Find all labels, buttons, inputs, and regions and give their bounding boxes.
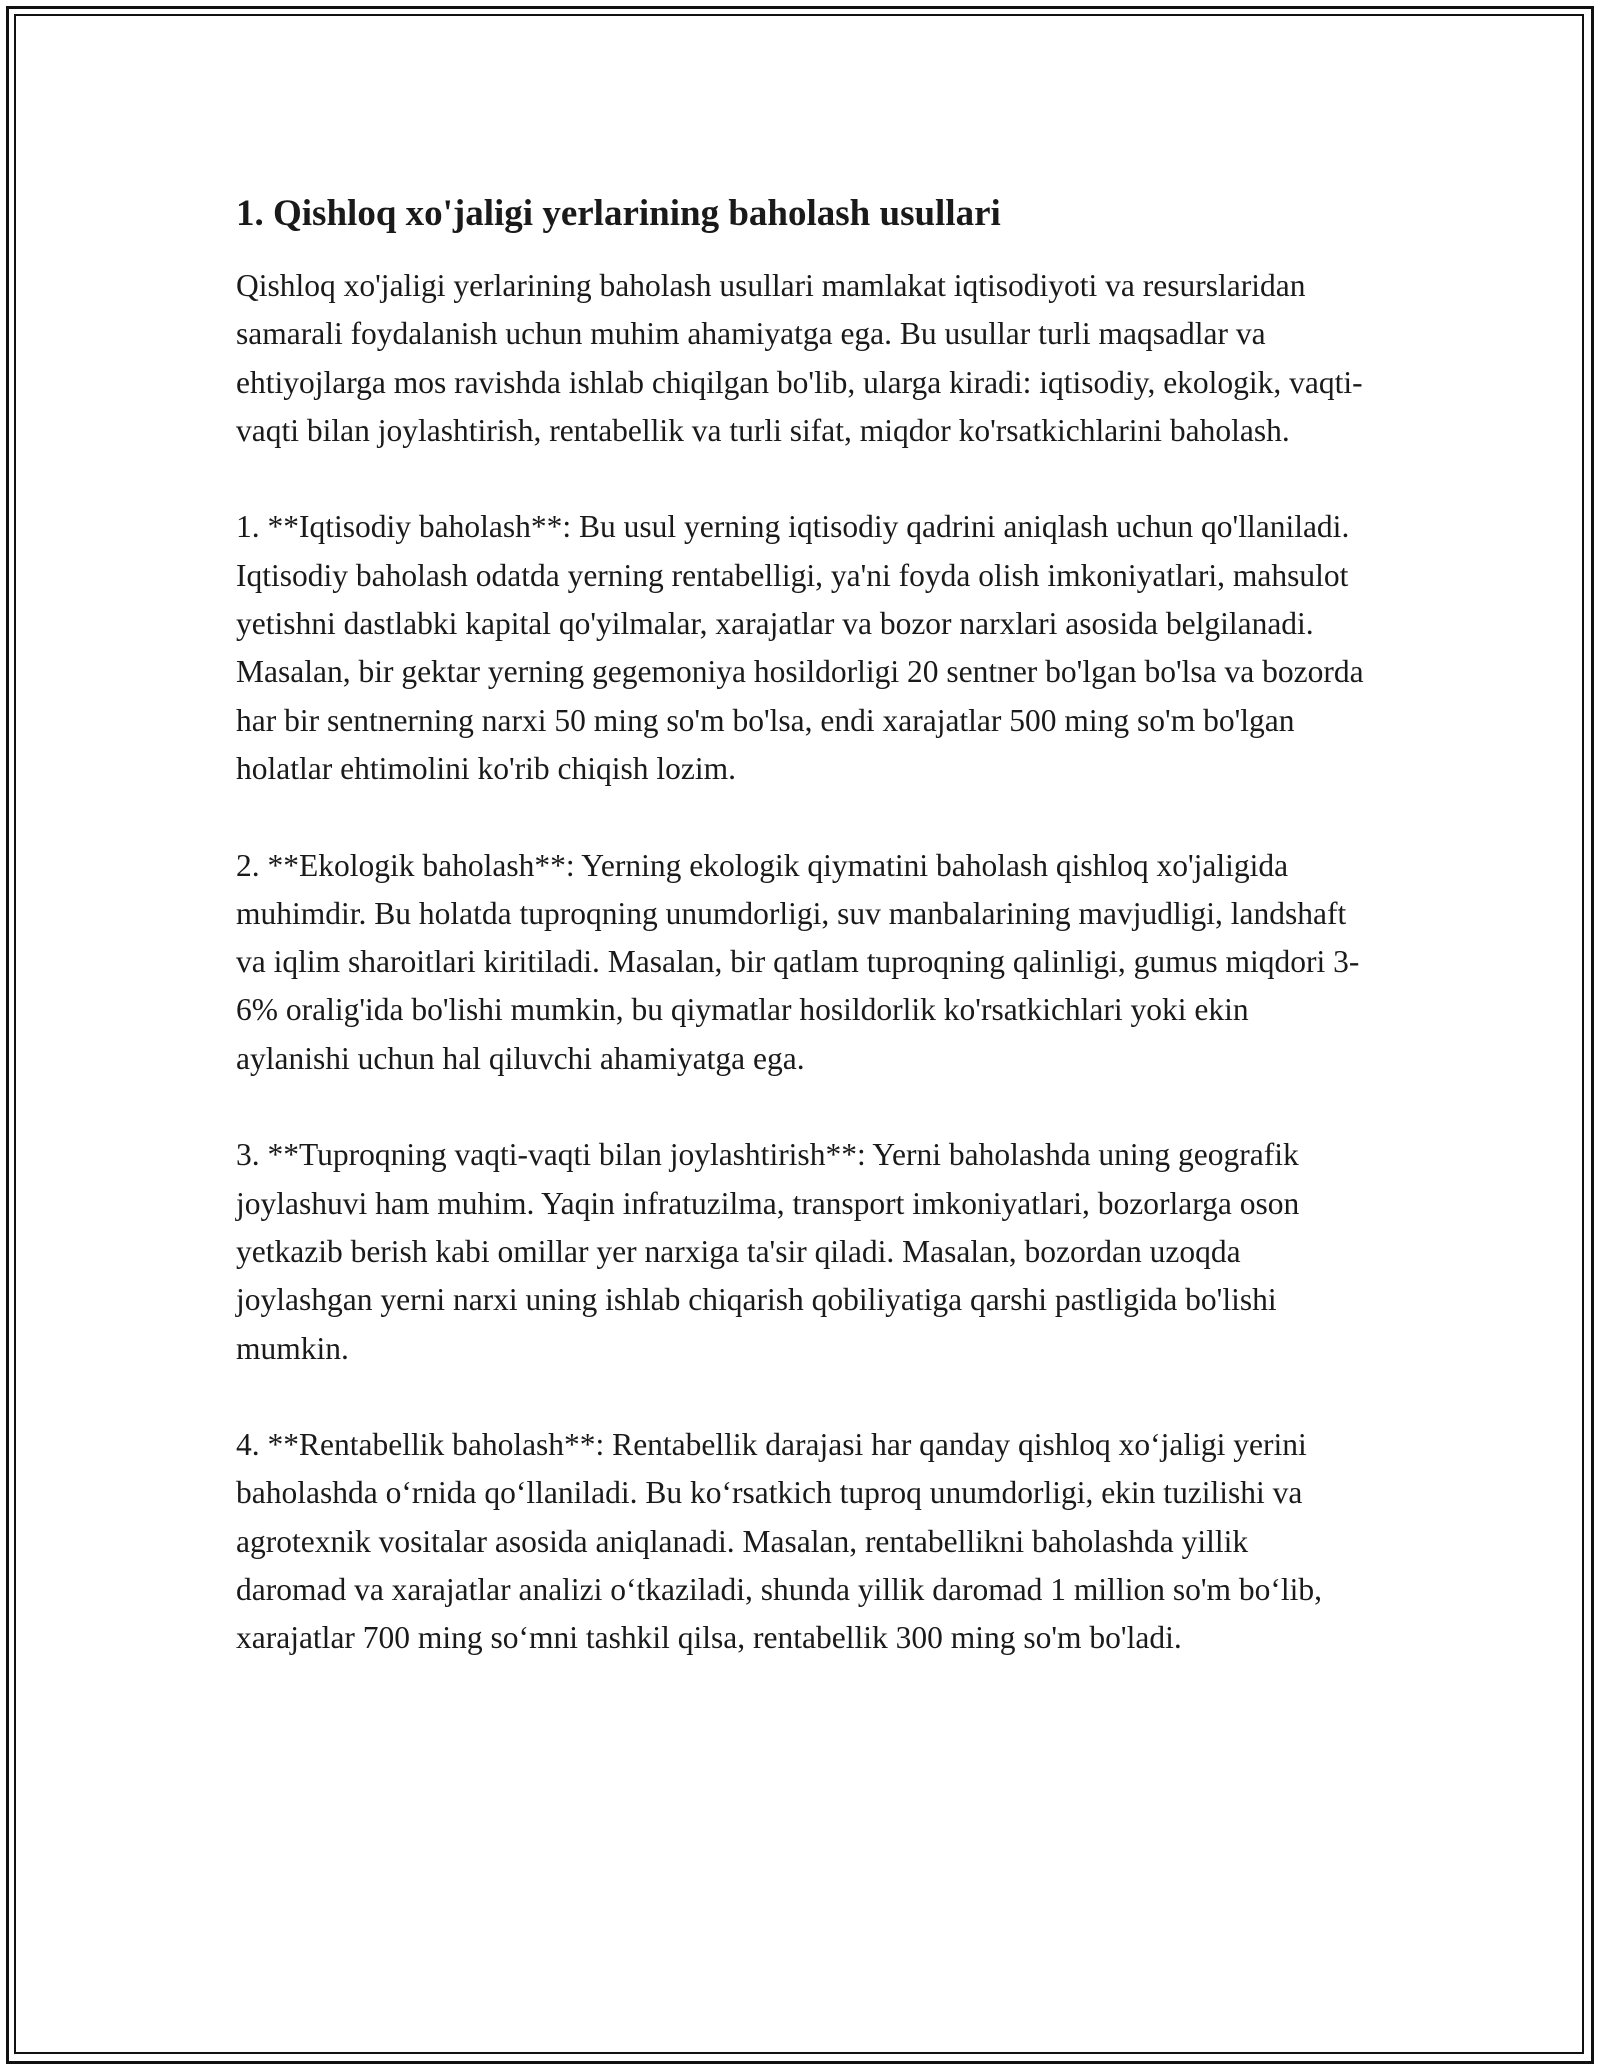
document-title: 1. Qishloq xo'jaligi yerlarining baholash usullari [236,193,1001,234]
ecological-assessment-paragraph: 2. **Ekologik baholash**: Yerning ekologik qiymatini baholash qishloq xo'jaligida muhimdir. Bu holatda tuproqning unumdorligi, suv manbalarining mavjudligi, landshaft va iqlim sharoitlari kiritiladi. Masalan, bir qatlam tuproqning qalinligi, gumus miqdori 3-6% oralig'ida bo'lishi mumkin, bu qiymatlar hosildorlik ko'rsatkichlari yoki ekin aylanishi uchun hal qiluvchi ahamiyatga ega. [236,847,1360,1076]
profitability-assessment-paragraph: 4. **Rentabellik baholash**: Rentabellik darajasi har qanday qishloq xo‘jaligi yerini baholashda o‘rnida qo‘llaniladi. Bu ko‘rsatkich tuproq unumdorligi, ekin tuzilishi va agrotexnik vositalar asosida aniqlanadi. Masalan, rentabellikni baholashda yillik daromad va xarajatlar analizi o‘tkaziladi, shunda yillik daromad 1 million so'm bo‘lib, xarajatlar 700 ming so‘mni tashkil qilsa, rentabellik 300 ming so'm bo'ladi. [236,1427,1322,1656]
location-assessment-paragraph: 3. **Tuproqning vaqti-vaqti bilan joylashtirish**: Yerni baholashda uning geografik joylashuvi ham muhim. Yaqin infratuzilma, transport imkoniyatlari, bozorlarga oson yetkazib berish kabi omillar yer narxiga ta'sir qiladi. Masalan, bozordan uzoqda joylashgan yerni narxi uning ishlab chiqarish qobiliyatiga qarshi pastligida bo'lishi mumkin. [236,1137,1300,1366]
document-body [236,186,1366,1711]
intro-paragraph: Qishloq xo'jaligi yerlarining baholash usullari mamlakat iqtisodiyoti va resurslaridan samarali foydalanish uchun muhim ahamiyatga ega. Bu usullar turli maqsadlar va ehtiyojlarga mos ravishda ishlab chiqilgan bo'lib, ularga kiradi: iqtisodiy, ekologik, vaqti-vaqti bilan joylashtirish, rentabellik va turli sifat, miqdor ko'rsatkichlarini baholash. [236,268,1363,448]
economic-assessment-paragraph: 1. **Iqtisodiy baholash**: Bu usul yerning iqtisodiy qadrini aniqlash uchun qo'llaniladi. Iqtisodiy baholash odatda yerning rentabelligi, ya'ni foyda olish imkoniyatlari, mahsulot yetishni dastlabki kapital qo'yilmalar, xarajatlar va bozor narxlari asosida belgilanadi. Masalan, bir gektar yerning gegemoniya hosildorligi 20 sentner bo'lgan bo'lsa va bozorda har bir sentnerning narxi 50 ming so'm bo'lsa, endi xarajatlar 500 ming so'm bo'lgan holatlar ehtimolini ko'rib chiqish lozim. [236,509,1364,786]
